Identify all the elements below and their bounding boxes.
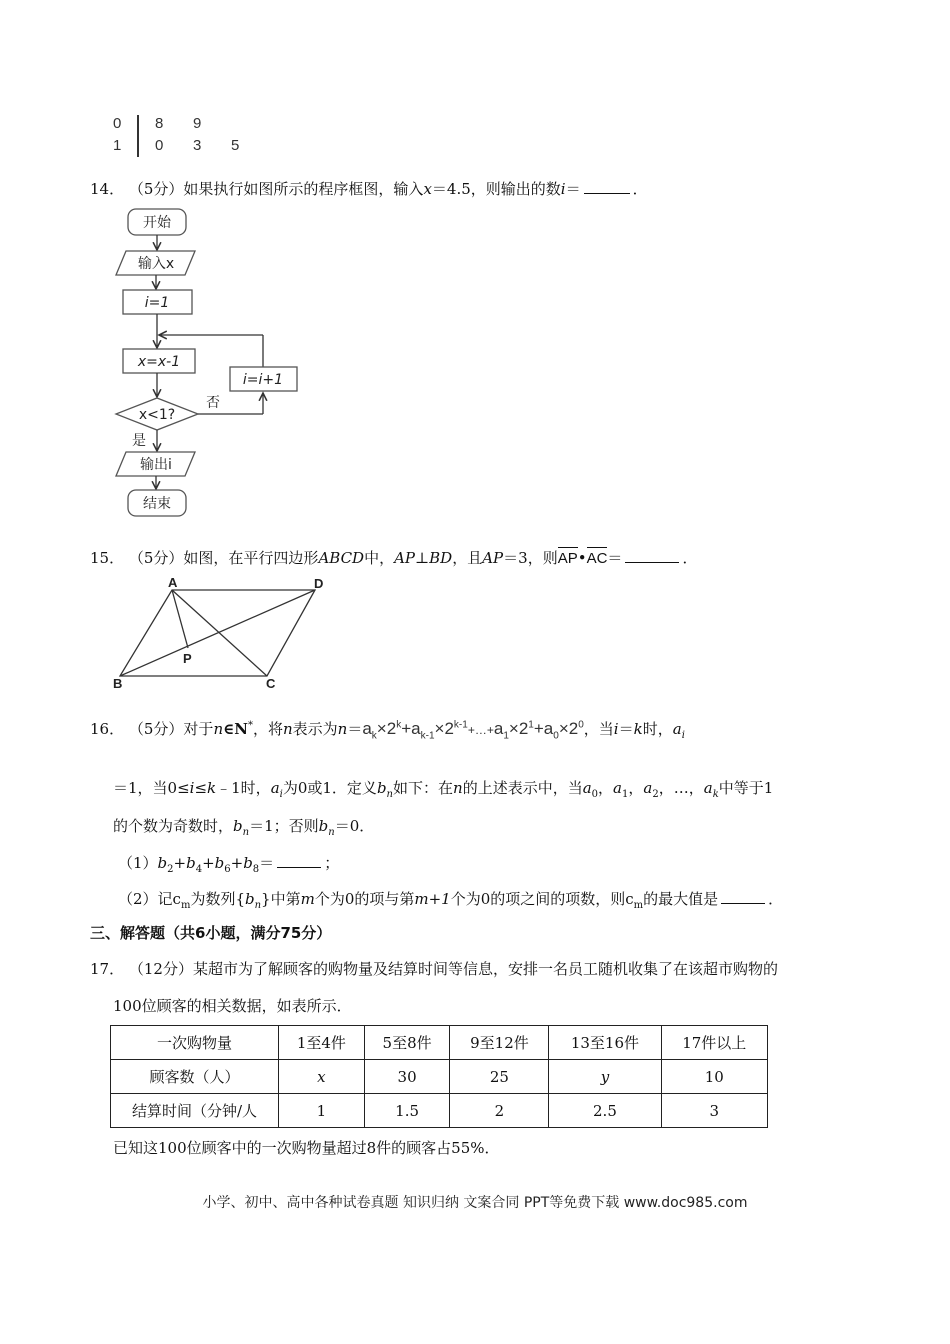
table-cell: 17件以上 (661, 1026, 768, 1060)
leaf: 3 (193, 137, 202, 154)
text: ＝ (259, 854, 275, 872)
var: n (453, 779, 463, 797)
question-15 (90, 547, 697, 568)
var: a (270, 779, 280, 797)
var: c (172, 890, 181, 908)
term: +…+ (467, 723, 494, 737)
text: 的个数为奇数时， (113, 817, 234, 835)
score: （5分） (128, 180, 184, 198)
var: m (300, 890, 315, 908)
label-c: C (266, 676, 276, 691)
subscript: i (681, 730, 685, 741)
label-a: A (168, 575, 178, 590)
var: b (233, 817, 243, 835)
leaf: 0 (155, 137, 164, 154)
answer-blank[interactable] (625, 548, 679, 563)
question-number: 16． (90, 720, 125, 738)
flowchart-step-label: x=x-1 (137, 354, 181, 370)
text: 为0或1．定义 (282, 779, 377, 797)
subscript: k-1 (420, 730, 435, 742)
table-cell: x (279, 1060, 365, 1094)
text: ＝1；否则 (249, 817, 319, 835)
table-header-row (111, 1026, 768, 1060)
score: （12分） (128, 960, 193, 978)
text: 对于 (183, 720, 214, 738)
term: × (434, 719, 445, 738)
stem-1: 1 (113, 137, 122, 154)
leaf: 8 (155, 115, 164, 132)
table-cell: 9至12件 (450, 1026, 549, 1060)
question-16-part-1 (118, 852, 339, 875)
var: k (633, 720, 643, 738)
table-cell: 结算时间（分钟/人 (111, 1094, 279, 1128)
vector-arrow (558, 547, 578, 548)
binary-expansion-formula (362, 719, 584, 742)
flowchart-condition-label: x<1? (138, 407, 176, 423)
subscript: 0 (553, 730, 559, 742)
page-footer: 小学、初中、高中各种试卷真题 知识归纳 文案合同 PPT等免费下载 www.doc985.com (202, 1195, 748, 1211)
subscript: n (328, 827, 335, 838)
var: +b (202, 854, 225, 872)
text: ． (682, 549, 698, 567)
var: a (613, 779, 622, 797)
answer-blank[interactable] (721, 889, 765, 904)
var: b (157, 854, 168, 872)
text: 表示为 (292, 720, 338, 738)
text: ． (768, 890, 784, 908)
superscript: k (396, 719, 402, 731)
term: + (401, 719, 412, 738)
term: × (376, 719, 387, 738)
var: AP (394, 549, 416, 567)
var: a (672, 720, 682, 738)
term: a (362, 719, 372, 738)
table-cell: y (549, 1060, 661, 1094)
subscript: m (633, 900, 644, 911)
var: a (643, 779, 653, 797)
subscript: i (279, 789, 283, 800)
vector-ap (558, 550, 578, 567)
text: ； (324, 854, 340, 872)
term: 2 (444, 719, 454, 738)
superscript: 0 (578, 719, 584, 731)
text: 中， (364, 549, 395, 567)
subscript: 2 (167, 864, 174, 875)
text: ﹣1时， (216, 779, 271, 797)
var: b (376, 779, 387, 797)
answer-blank[interactable] (277, 853, 321, 868)
stem-0: 0 (113, 115, 122, 132)
question-14 (90, 178, 648, 199)
question-17-line-1 (90, 958, 778, 979)
var: b (318, 817, 329, 835)
section-heading: 三、解答题（共6小题，满分75分） (90, 924, 332, 942)
text: ≤ (194, 779, 208, 797)
var: a (582, 779, 592, 797)
var: n (337, 720, 348, 738)
table-cell: 5至8件 (364, 1026, 450, 1060)
subscript: 1 (622, 789, 629, 800)
segment-ap (172, 590, 188, 648)
term: × (508, 719, 519, 738)
table-cell: 1.5 (364, 1094, 450, 1128)
score: （5分） (128, 720, 184, 738)
text: ＝ (347, 720, 363, 738)
term: + (533, 719, 544, 738)
text: 为数列{ (190, 890, 245, 908)
answer-blank[interactable] (584, 179, 630, 194)
flowchart-input-label: 输入x (137, 256, 175, 272)
flowchart-output-label: 输出i (140, 457, 172, 473)
text: 个为0的项之间的项数，则 (450, 890, 626, 908)
table-cell: 3 (661, 1094, 768, 1128)
table-cell: 2.5 (549, 1094, 661, 1128)
question-16-line-3 (113, 815, 374, 838)
table-cell: 13至16件 (549, 1026, 661, 1060)
text: 如果执行如图所示的程序框图，输入 (183, 180, 424, 198)
text: （2）记 (118, 890, 173, 908)
vector-label: AP (557, 550, 578, 567)
vector-arrow (587, 547, 608, 548)
var: AP (482, 549, 504, 567)
term: a (543, 719, 554, 738)
text: ，当 (583, 720, 614, 738)
question-number: 17． (90, 960, 125, 978)
subscript: n (386, 789, 393, 800)
term: a (411, 719, 421, 738)
term: × (558, 719, 569, 738)
dot-product: • (577, 549, 587, 567)
table-cell: 2 (450, 1094, 549, 1128)
text: （1） (118, 854, 158, 872)
term: 2 (568, 719, 579, 738)
text: 如下：在 (393, 779, 454, 797)
text: ＝4.5，则输出的数 (431, 180, 561, 198)
text: 某超市为了解顾客的购物量及结算时间等信息，安排一名员工随机收集了在该超市购物的 (192, 960, 778, 978)
text: 如图，在平行四边形 (183, 549, 319, 567)
text: 的最大值是 (643, 890, 719, 908)
subscript: 1 (503, 730, 509, 742)
subscript: n (242, 827, 250, 838)
vector-ac (587, 550, 608, 567)
flowchart-no-label: 否 (206, 395, 220, 411)
table-cell: 1 (279, 1094, 365, 1128)
superscript: * (247, 720, 253, 731)
var: k (207, 779, 217, 797)
text: ＝ (618, 720, 634, 738)
text: ，…， (658, 779, 704, 797)
question-17-note: 已知这100位顾客中的一次购物量超过8件的顾客占55%． (113, 1139, 500, 1157)
question-16-line-1 (90, 718, 685, 741)
term: a (493, 719, 504, 738)
text: ． (632, 180, 648, 198)
table-cell: 10 (661, 1060, 768, 1094)
text: 中等于1 (718, 779, 774, 797)
stem-divider (137, 115, 139, 157)
flowchart-end-label: 结束 (143, 496, 171, 512)
table-row (111, 1094, 768, 1128)
table-cell: 30 (364, 1060, 450, 1094)
subscript: n (254, 900, 262, 911)
subscript: 6 (224, 864, 231, 875)
superscript: k-1 (453, 719, 468, 731)
var: n (282, 720, 293, 738)
diagonal-bd (120, 590, 315, 676)
var: ABCD (318, 549, 365, 567)
label-b: B (113, 676, 123, 691)
text: ＝ (565, 180, 581, 198)
question-number: 15． (90, 549, 125, 567)
text: ∈N (223, 720, 248, 738)
table-cell: 顾客数（人） (111, 1060, 279, 1094)
table-cell: 1至4件 (279, 1026, 365, 1060)
parallelogram-figure (110, 574, 332, 692)
var: m+1 (414, 890, 451, 908)
flowchart-start-label: 开始 (143, 215, 171, 231)
var: a (703, 779, 713, 797)
text: ＝ (607, 549, 623, 567)
text: ⊥ (415, 549, 430, 567)
var: i (560, 180, 566, 198)
text: 个为0的项与第 (314, 890, 415, 908)
question-16-part-2 (118, 888, 783, 911)
table-cell: 25 (450, 1060, 549, 1094)
flowchart (108, 205, 308, 520)
text: ，将 (252, 720, 283, 738)
vector-label: AC (586, 550, 608, 567)
subscript: 0 (591, 789, 599, 800)
subscript: k (371, 730, 377, 742)
question-17-line-2: 100位顾客的相关数据，如表所示． (113, 997, 352, 1015)
var: b (244, 890, 255, 908)
leaf: 5 (231, 137, 240, 154)
table-cell: 一次购物量 (111, 1026, 279, 1060)
text: ＝1，当0≤ (113, 779, 190, 797)
var: BD (429, 549, 453, 567)
var: n (213, 720, 224, 738)
text: 时， (642, 720, 673, 738)
text: 的上述表示中，当 (462, 779, 583, 797)
table-row (111, 1060, 768, 1094)
label-d: D (314, 576, 324, 591)
text: ，且 (452, 549, 483, 567)
var: i (189, 779, 195, 797)
question-number: 14． (90, 180, 125, 198)
var: +b (230, 854, 253, 872)
score: （5分） (128, 549, 184, 567)
var: i (613, 720, 619, 738)
flowchart-incr-label: i=i+1 (242, 372, 284, 388)
flowchart-init-label: i=1 (144, 295, 170, 311)
superscript: 1 (528, 719, 534, 731)
var: +b (173, 854, 196, 872)
flowchart-yes-label: 是 (132, 433, 146, 449)
text: ＝0． (334, 817, 375, 835)
text: ＝3，则 (503, 549, 558, 567)
term: 2 (518, 719, 529, 738)
subscript: 8 (252, 864, 260, 875)
leaf: 9 (193, 115, 202, 132)
subscript: m (180, 900, 191, 911)
text: }中第 (261, 890, 301, 908)
term: 2 (386, 719, 397, 738)
subscript: 2 (652, 789, 659, 800)
question-16-line-2: ＝1，当0≤i≤k﹣1时，$a_i$为0或1．定义$b_n$如下：在n的上述表示中，当$a_0$，$a_1$，$a_2$，…，$a_k$中等于1 (113, 779, 774, 800)
var: c (625, 890, 634, 908)
label-p: P (183, 651, 192, 666)
subscript: k (712, 789, 719, 800)
subscript: 4 (195, 864, 203, 875)
var: x (423, 180, 432, 198)
data-table (110, 1025, 768, 1128)
